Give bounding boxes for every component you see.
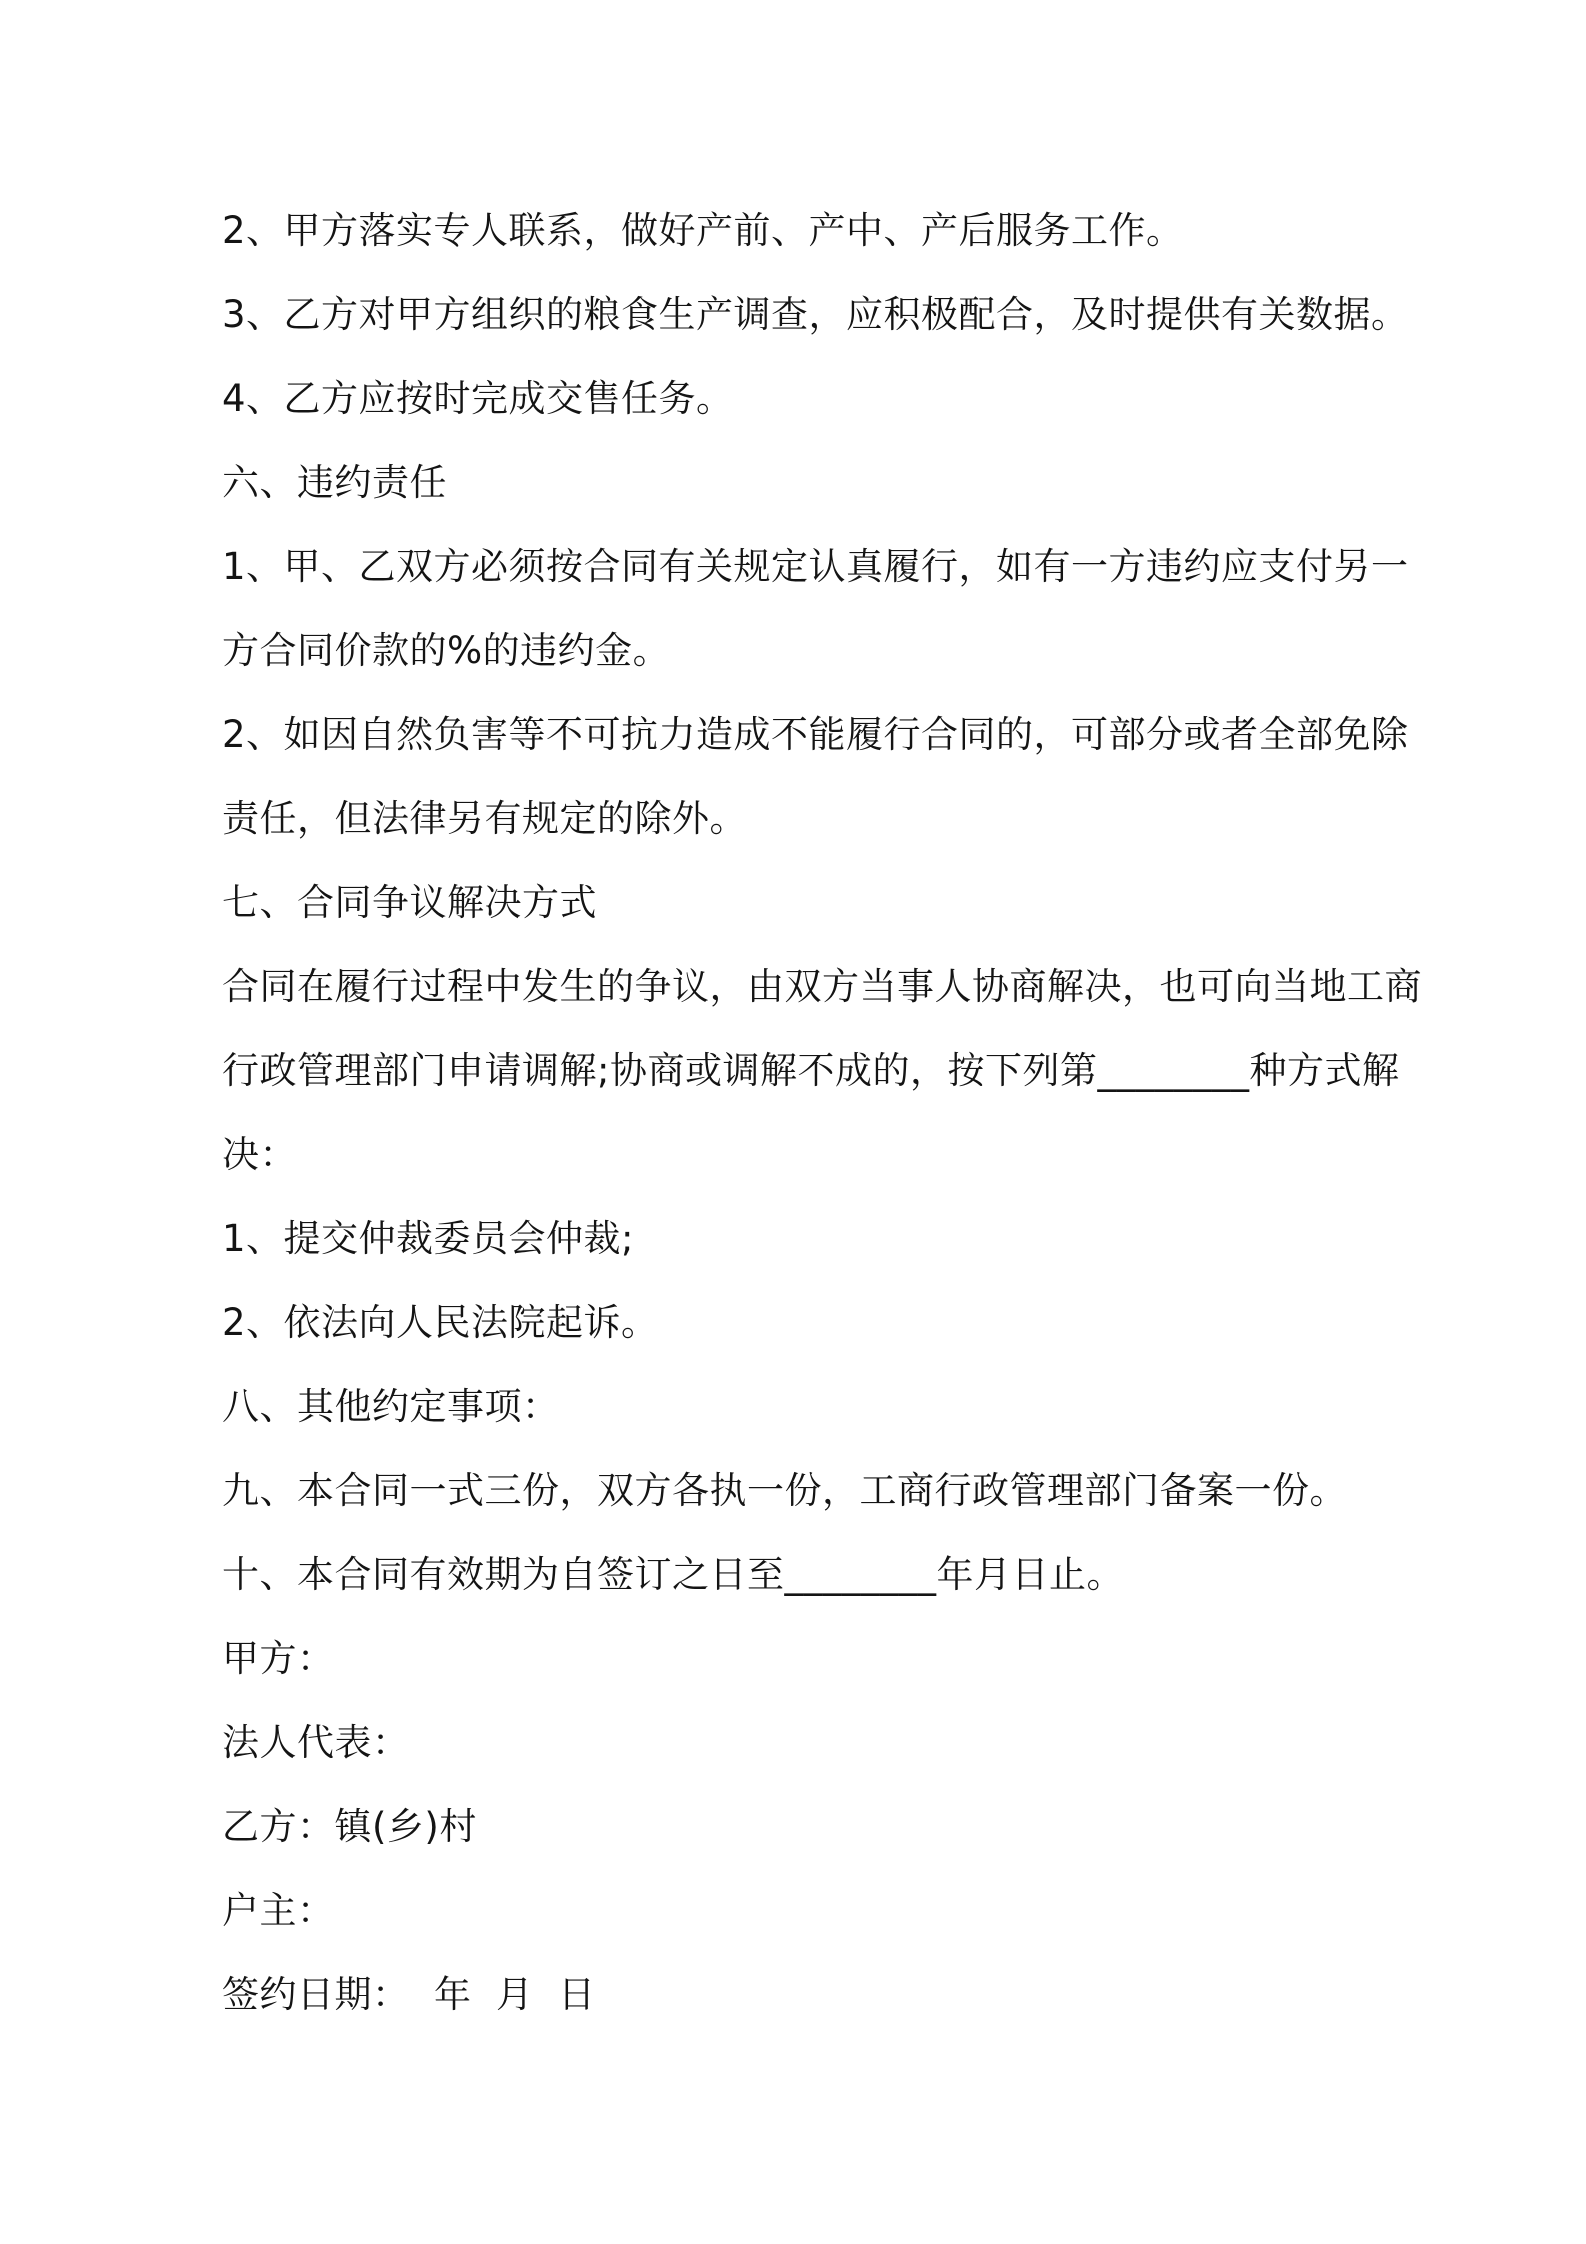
- document-body: [222, 196, 1434, 2044]
- dispute-para-line2: 行政管理部门申请调解;协商或调解不成的，按下列第________种方式解: [222, 1049, 1400, 1092]
- clause-b1-line1: 1、甲、乙双方必须按合同有关规定认真履行，如有一方违约应支付另一: [222, 545, 1409, 588]
- dispute-option-arbitration: 1、提交仲裁委员会仲裁;: [222, 1217, 635, 1260]
- dispute-para-line1: 合同在履行过程中发生的争议，由双方当事人协商解决，也可向当地工商: [222, 965, 1422, 1008]
- section-heading-breach: 六、违约责任: [222, 461, 447, 504]
- section-copies: 九、本合同一式三份，双方各执一份，工商行政管理部门备案一份。: [222, 1469, 1347, 1512]
- clause-a3-survey: 3、乙方对甲方组织的粮食生产调查，应积极配合，及时提供有关数据。: [222, 293, 1409, 336]
- section-validity: 十、本合同有效期为自签订之日至________年月日止。: [222, 1553, 1124, 1596]
- signature-party-a: 甲方：: [222, 1637, 335, 1680]
- section-heading-dispute: 七、合同争议解决方式: [222, 881, 597, 924]
- dispute-option-court: 2、依法向人民法院起诉。: [222, 1301, 659, 1344]
- signature-legal-rep: 法人代表：: [222, 1721, 410, 1764]
- clause-a4-delivery: 4、乙方应按时完成交售任务。: [222, 377, 734, 420]
- signature-household-head: 户主：: [222, 1889, 335, 1932]
- dispute-para-line3: 决：: [222, 1133, 297, 1176]
- section-heading-other: 八、其他约定事项：: [222, 1385, 560, 1428]
- signature-date: 签约日期： 年 月 日: [222, 1973, 596, 2016]
- clause-a2-contact: 2、甲方落实专人联系，做好产前、产中、产后服务工作。: [222, 209, 1184, 252]
- clause-b2-line2: 责任，但法律另有规定的除外。: [222, 797, 747, 840]
- clause-b1-line2: 方合同价款的%的违约金。: [222, 629, 671, 672]
- signature-party-b: 乙方：镇(乡)村: [222, 1805, 477, 1848]
- clause-b2-line1: 2、如因自然负害等不可抗力造成不能履行合同的，可部分或者全部免除: [222, 713, 1409, 756]
